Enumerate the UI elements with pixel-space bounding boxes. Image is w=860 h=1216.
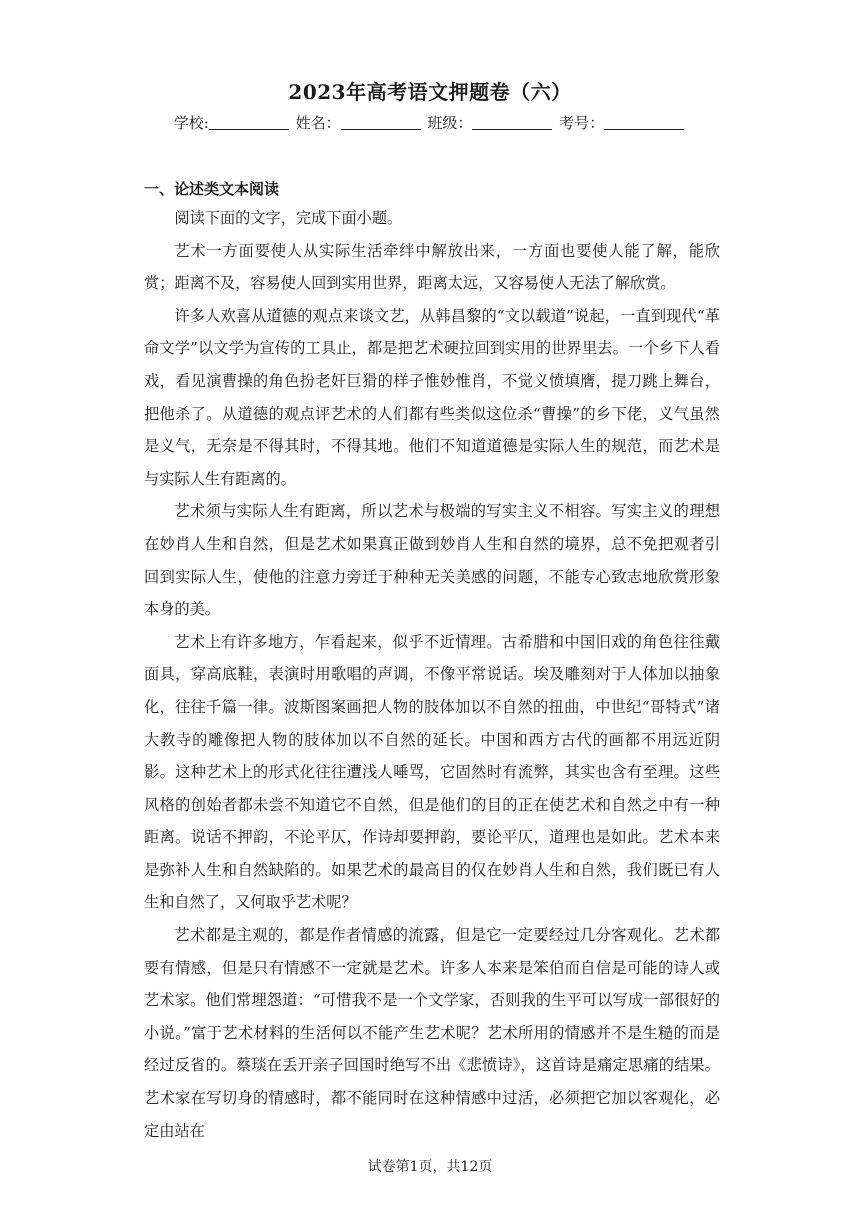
school-label: 学校: xyxy=(173,114,209,132)
section-heading: 一、论述类文本阅读 xyxy=(144,180,280,198)
exam-number-label: 考号： xyxy=(559,114,605,132)
passage-paragraph-1: 艺术一方面要使人从实际生活牵绊中解放出来，一方面也要使人能了解，能欣赏；距离不及，容易使人回到实用世界，距离太远，又容易使人无法了解欣赏。 xyxy=(144,241,720,293)
class-label: 班级： xyxy=(427,114,473,132)
exam-number-blank xyxy=(604,129,684,130)
passage-paragraph-3: 艺术须与实际人生有距离，所以艺术与极端的写实主义不相容。写实主义的理想在妙肖人生和自然，但是艺术如果真正做到妙肖人生和自然的境界，总不免把观者引回到实际人生，使他的注意力旁迁于种种无关美感的问题，不能专心致志地欣赏形象本身的美。 xyxy=(144,502,720,619)
school-blank xyxy=(209,129,289,130)
class-blank xyxy=(472,129,552,130)
exam-title: 2023年高考语文押题卷（六） xyxy=(288,80,572,104)
name-blank xyxy=(341,129,421,130)
name-label: 姓名： xyxy=(295,114,341,132)
passage-paragraph-5: 艺术都是主观的，都是作者情感的流露，但是它一定要经过几分客观化。艺术都要有情感，但是只有情感不一定就是艺术。许多人本来是笨伯而自信是可能的诗人或艺术家。他们常埋怨道：“可惜我不是一个文学家，否则我的生平可以写成一部很好的小说。”富于艺术材料的生活何以不能产生艺术呢？艺术所用的情感并不是生糙的而是经过反省的。蔡琰在丢开亲子回国时绝写不出《悲愤诗》，这首诗是痛定思痛的结果。艺术家在写切身的情感时，都不能同时在这种情感中过活，必须把它加以客观化，必定由站在 xyxy=(144,926,720,1140)
passage-paragraph-4: 艺术上有许多地方，乍看起来，似乎不近情理。古希腊和中国旧戏的角色往往戴面具，穿高底鞋，表演时用歌唱的声调，不像平常说话。埃及雕刻对于人体加以抽象化，往往千篇一律。波斯图案画把人物的肢体加以不自然的扭曲，中世纪“哥特式”诸大教寺的雕像把人物的肢体加以不自然的延长。中国和西方古代的画都不用远近阴影。这种艺术上的形式化往往遭浅人唾骂，它固然时有流弊，其实也含有至理。这些风格的创始者都未尝不知道它不自然，但是他们的目的正在使艺术和自然之中有一种距离。说话不押韵，不论平仄，作诗却要押韵，要论平仄，道理也是如此。艺术本来是弥补人生和自然缺陷的。如果艺术的最高目的仅在妙肖人生和自然，我们既已有人生和自然了，又何取乎艺术呢？ xyxy=(144,632,720,912)
student-info-line xyxy=(0,112,860,133)
instruction-text: 阅读下面的文字，完成下面小题。 xyxy=(174,209,403,227)
passage-paragraph-2: 许多人欢喜从道德的观点来谈文艺，从韩昌黎的“文以载道”说起，一直到现代“革命文学”以文学为宣传的工具止，都是把艺术硬拉回到实用的世界里去。一个乡下人看戏，看见演曹操的角色扮老奸巨猾的样子惟妙惟肖，不觉义愤填膺，提刀跳上舞台，把他杀了。从道德的观点评艺术的人们都有些类似这位杀“曹操”的乡下佬，义气虽然是义气，无奈是不得其时，不得其地。他们不知道道德是实际人生的规范，而艺术是与实际人生有距离的。 xyxy=(144,306,720,488)
page-footer: 试卷第1页，共12页 xyxy=(367,1159,493,1175)
reading-passage xyxy=(144,202,720,1147)
